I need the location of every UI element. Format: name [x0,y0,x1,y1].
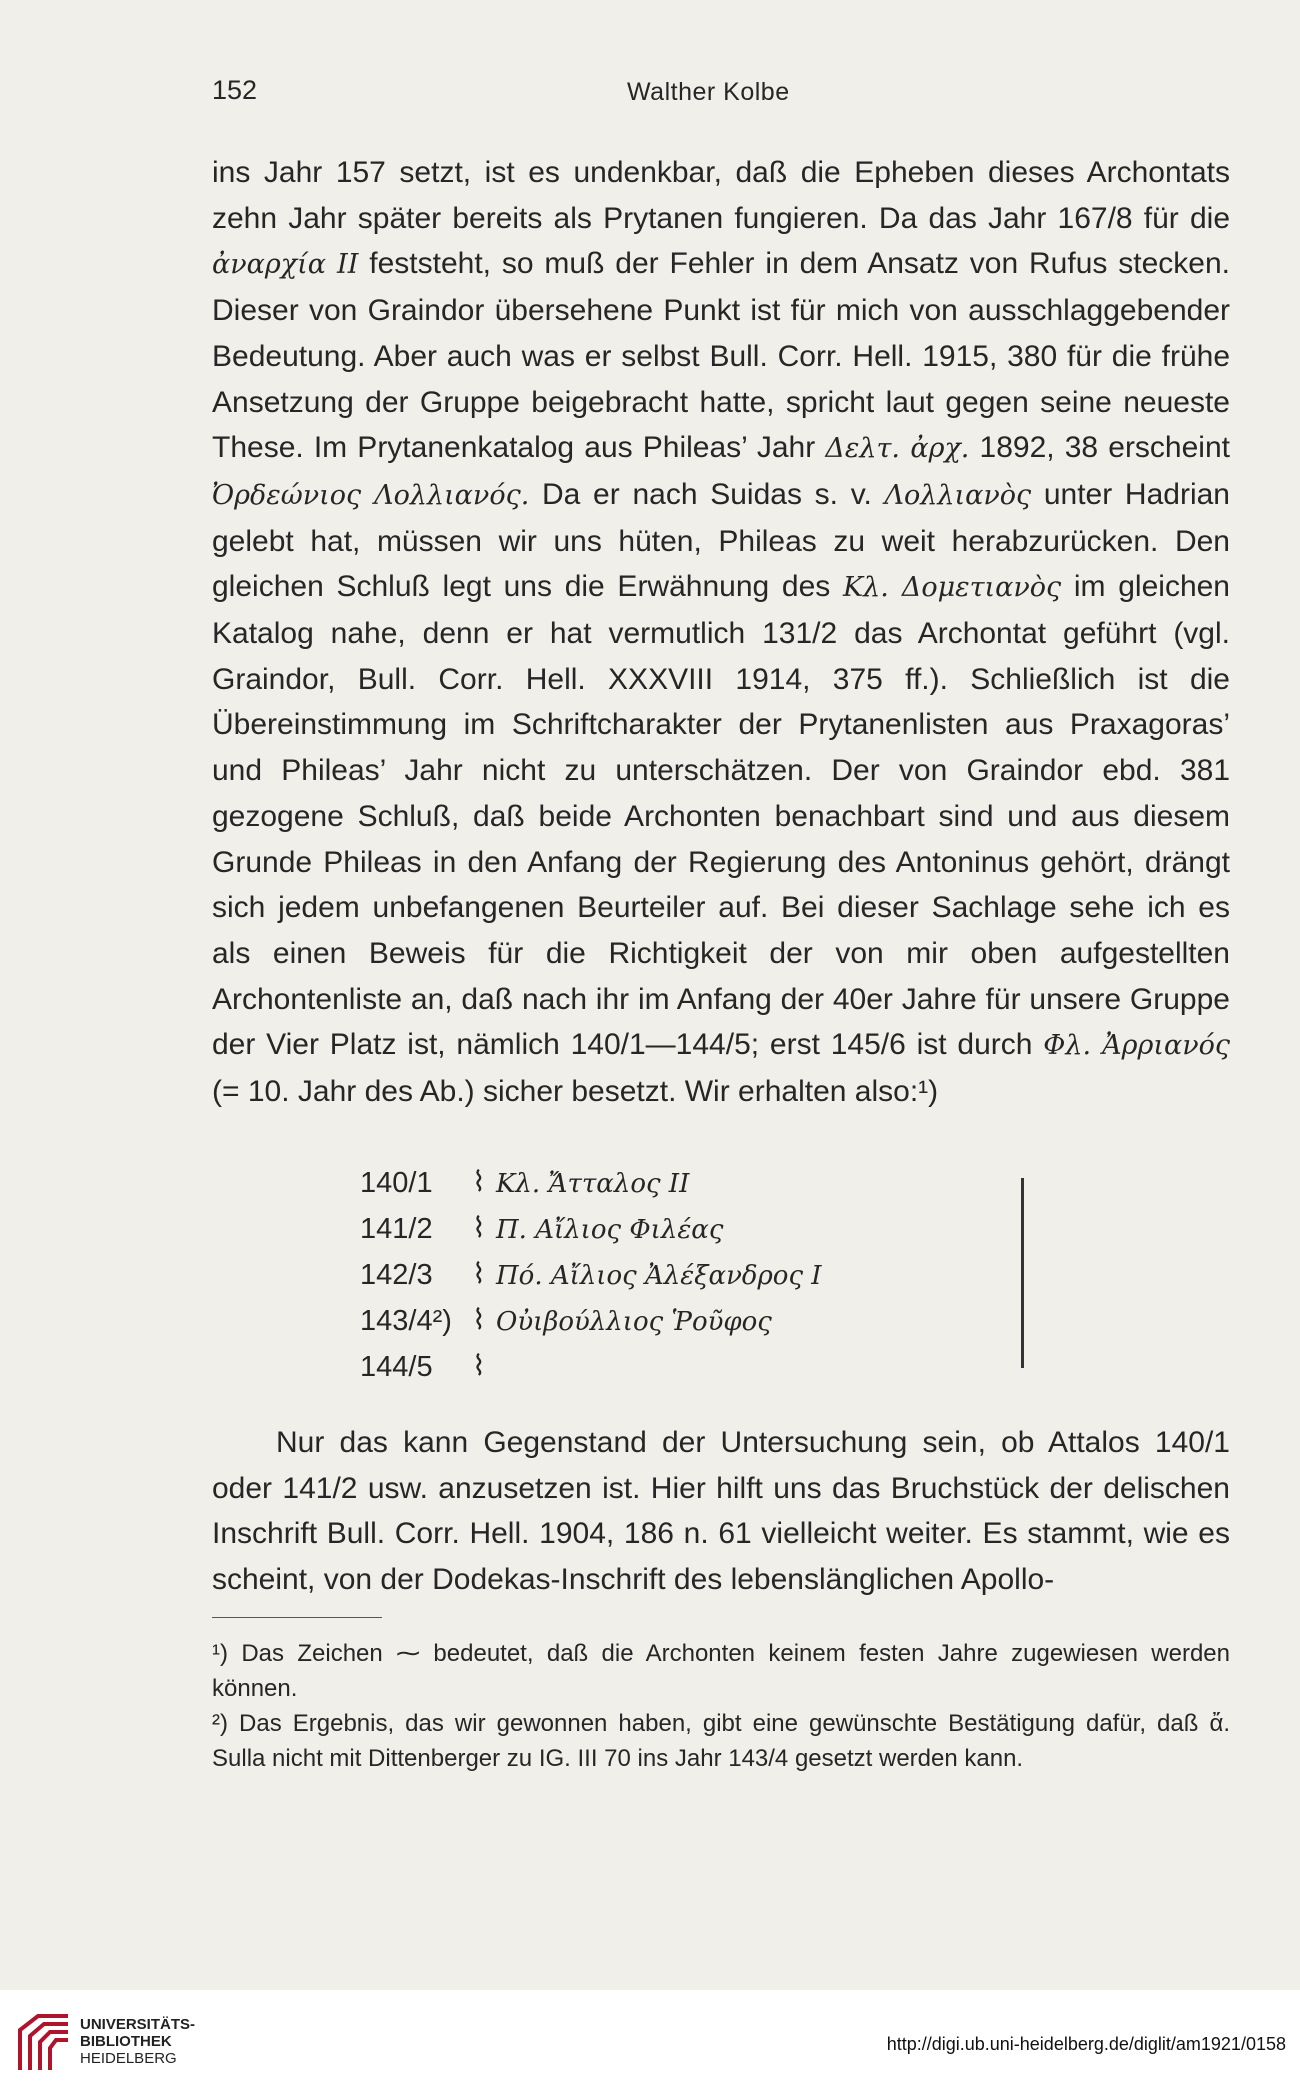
table-row [360,1305,1040,1351]
archon-name: Π. Αἴλιος Φιλέας [496,1215,724,1245]
footnote-2: ²) Das Ergebnis, das wir gewonnen haben, gibt eine gewünschte Bestätigung dafür, daß ἄ. Sulla nicht mit Dittenberger zu IG. III 70 ins Jahr 143/4 gesetzt werden kann. [212,1710,1230,1772]
greek-text: ἀναρχία II [212,249,359,281]
text-segment: im gleichen Katalog nahe, denn er hat vermutlich 131/2 das Archontat geführt (vgl. Graindor, Bull. Corr. Hell. XXXVIII 1914, 375 ff.). Schließlich ist die Übereinstimmung im Schriftcharakter der Prytanenlisten aus Praxagoras’ und Phileas’ Jahr nicht zu unterschätzen. Der von Graindor ebd. 381 gezogene Schluß, daß beide Archonten benachbart sind und aus diesem Grunde Phileas in den Anfang der Regierung des Antoninus gehört, drängt sich jedem unbefangenen Beurteiler auf. Bei dieser Sachlage sehe ich es als einen Beweis für die Richtigkeit der von mir oben aufgestellten Archontenliste an, daß nach ihr im Anfang der 40er Jahre für unsere Gruppe der Vier Platz ist, nämlich 140/1—144/5; erst 145/6 ist durch [212,570,1230,1062]
greek-text: Φλ. Ἀρριανός [1043,1030,1230,1062]
text-segment: (= 10. Jahr des Ab.) sicher besetzt. Wir erhalten also:¹) [212,1075,939,1109]
year-cell: 143/4²) [360,1305,452,1337]
greek-text: Λολλιανὸς [884,479,1032,511]
footer-bar [0,1990,1300,2096]
table-row [360,1351,1040,1397]
paragraph-1 [212,150,1230,1115]
table-row [360,1259,1040,1305]
archon-name: Κλ. Ἄτταλος II [496,1169,690,1199]
brace-mark: ⌇ [472,1304,486,1335]
footnote-1: ¹) Das Zeichen ⁓ bedeutet, daß die Archonten keinem festen Jahre zugewiesen werden können. [212,1640,1230,1702]
greek-text: Κλ. Δομετιανὸς [843,572,1062,604]
page-number: 152 [212,75,258,105]
library-name [80,2016,195,2067]
right-bracket [1005,1178,1024,1368]
brace-mark: ⌇ [472,1258,486,1289]
greek-text: Ὀρδεώνιος Λολλιανός. [212,479,530,511]
text-segment: Da er nach Suidas s. v. [529,477,885,511]
permalink-url[interactable]: http://digi.ub.uni-heidelberg.de/diglit/am1921/0158 [886,2034,1286,2054]
text-segment: 1892, 38 erscheint [969,431,1230,465]
table-row [360,1213,1040,1259]
text-segment: unter Hadrian gelebt hat, müssen wir uns hüten, Phileas zu weit herabzurücken. Den gleichen Schluß legt uns die Erwähnung des [212,477,1230,604]
table-row [360,1167,1040,1213]
year-cell: 144/5 [360,1351,433,1383]
brace-mark: ⌇ [472,1166,486,1197]
library-line: HEIDELBERG [80,2050,177,2067]
paragraph-2: Nur das kann Gegenstand der Untersuchung sein, ob Attalos 140/1 oder 141/2 usw. anzusetzen ist. Hier hilft uns das Bruchstück der delischen Inschrift Bull. Corr. Hell. 1904, 186 n. 61 vielleicht weiter. Es stammt, wie es scheint, von der Dodekas-Inschrift des lebenslänglichen Apollo- [212,1426,1230,1597]
year-cell: 142/3 [360,1259,433,1291]
brace-mark: ⌇ [472,1350,486,1381]
running-head: Walther Kolbe [627,78,790,106]
year-cell: 140/1 [360,1167,433,1199]
archon-name: Πό. Αἴλιος Ἀλέξανδρος I [496,1261,822,1291]
year-cell: 141/2 [360,1213,433,1245]
footnote-rule [212,1617,382,1618]
library-line: BIBLIOTHEK [80,2033,172,2050]
page-header [212,75,1232,115]
brace-mark: ⌇ [472,1212,486,1243]
text-segment: feststeht, so muß der Fehler in dem Ansatz von Rufus stecken. Dieser von Graindor übersehene Punkt ist für mich von ausschlaggebender Bedeutung. Aber auch was er selbst Bull. Corr. Hell. 1915, 380 für die frühe Ansetzung der Gruppe beigebracht hatte, spricht laut gegen seine neueste These. Im Prytanenkatalog aus Phileas’ Jahr [212,247,1230,465]
ub-heidelberg-logo-icon [14,2010,74,2076]
text-segment: ins Jahr 157 setzt, ist es undenkbar, daß die Epheben dieses Archontats zehn Jahr später bereits als Prytanen fungieren. Da das Jahr 167/8 für die [212,156,1230,235]
archon-name: Οὐιβούλλιος Ῥοῦφος [496,1307,772,1337]
archon-table [360,1167,1040,1397]
greek-text: Δελτ. ἀρχ. [825,433,970,465]
library-line: UNIVERSITÄTS- [80,2016,196,2033]
